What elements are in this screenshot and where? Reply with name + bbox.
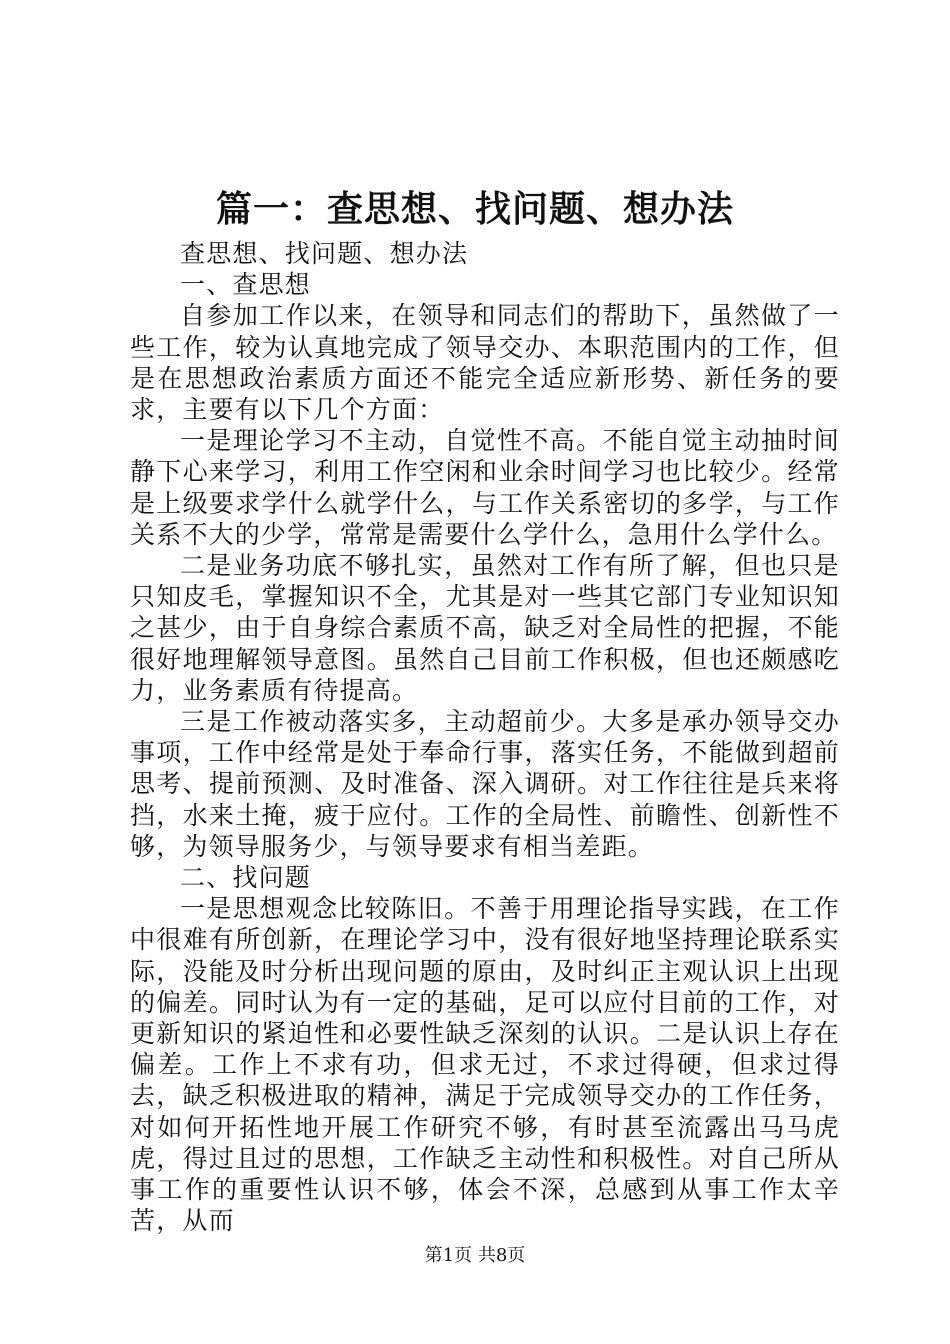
section-heading-2: 二、找问题 [180,863,312,893]
document-title: 篇一：查思想、找问题、想办法 [215,188,734,230]
paragraph: 三是工作被动落实多，主动超前少。大多是承办领导交办事项，工作中经常是处于奉命行事，落实任务，不能做到超前思考、提前预测、及时准备、深入调研。对工作往往是兵来将挡，水来土掩，疲于应付。工作的全局性、前瞻性、创新性不够，为领导服务少，与领导要求有相当差距。 [130,707,840,861]
subtitle-line: 查思想、找问题、想办法 [180,239,469,268]
document-body [130,238,840,1237]
section-heading-1: 一、查思想 [180,270,312,300]
paragraph: 自参加工作以来，在领导和同志们的帮助下，虽然做了一些工作，较为认真地完成了领导交办、本职范围内的工作，但是在思想政治素质方面还不能完全适应新形势、新任务的要求，主要有以下几个方面： [130,301,840,425]
paragraph: 一是思想观念比较陈旧。不善于用理论指导实践，在工作中很难有所创新，在理论学习中，没有很好地坚持理论联系实际，没能及时分析出现问题的原由，及时纠正主观认识上出现的偏差。同时认为有一定的基础，足可以应付目前的工作，对更新知识的紧迫性和必要性缺乏深刻的认识。二是认识上存在偏差。工作上不求有功，但求无过，不求过得硬，但求过得去，缺乏积极进取的精神，满足于完成领导交办的工作任务，对如何开拓性地开展工作研究不够，有时甚至流露出马马虎虎，得过且过的思想，工作缺乏主动性和积极性。对自己所从事工作的重要性认识不够，体会不深，总感到从事工作太辛苦，从而 [130,894,840,1236]
paragraph: 一是理论学习不主动，自觉性不高。不能自觉主动抽时间静下心来学习，利用工作空闲和业余时间学习也比较少。经常是上级要求学什么就学什么，与工作关系密切的多学，与工作关系不大的少学，常常是需要什么学什么，急用什么学什么。 [130,426,840,549]
page-footer: 第1页 共8页 [424,1245,526,1266]
paragraph: 二是业务功底不够扎实，虽然对工作有所了解，但也只是只知皮毛，掌握知识不全，尤其是对一些其它部门专业知识知之甚少，由于自身综合素质不高，缺乏对全局性的把握，不能很好地理解领导意图。虽然自己目前工作积极，但也还颇感吃力，业务素质有待提高。 [130,551,840,705]
